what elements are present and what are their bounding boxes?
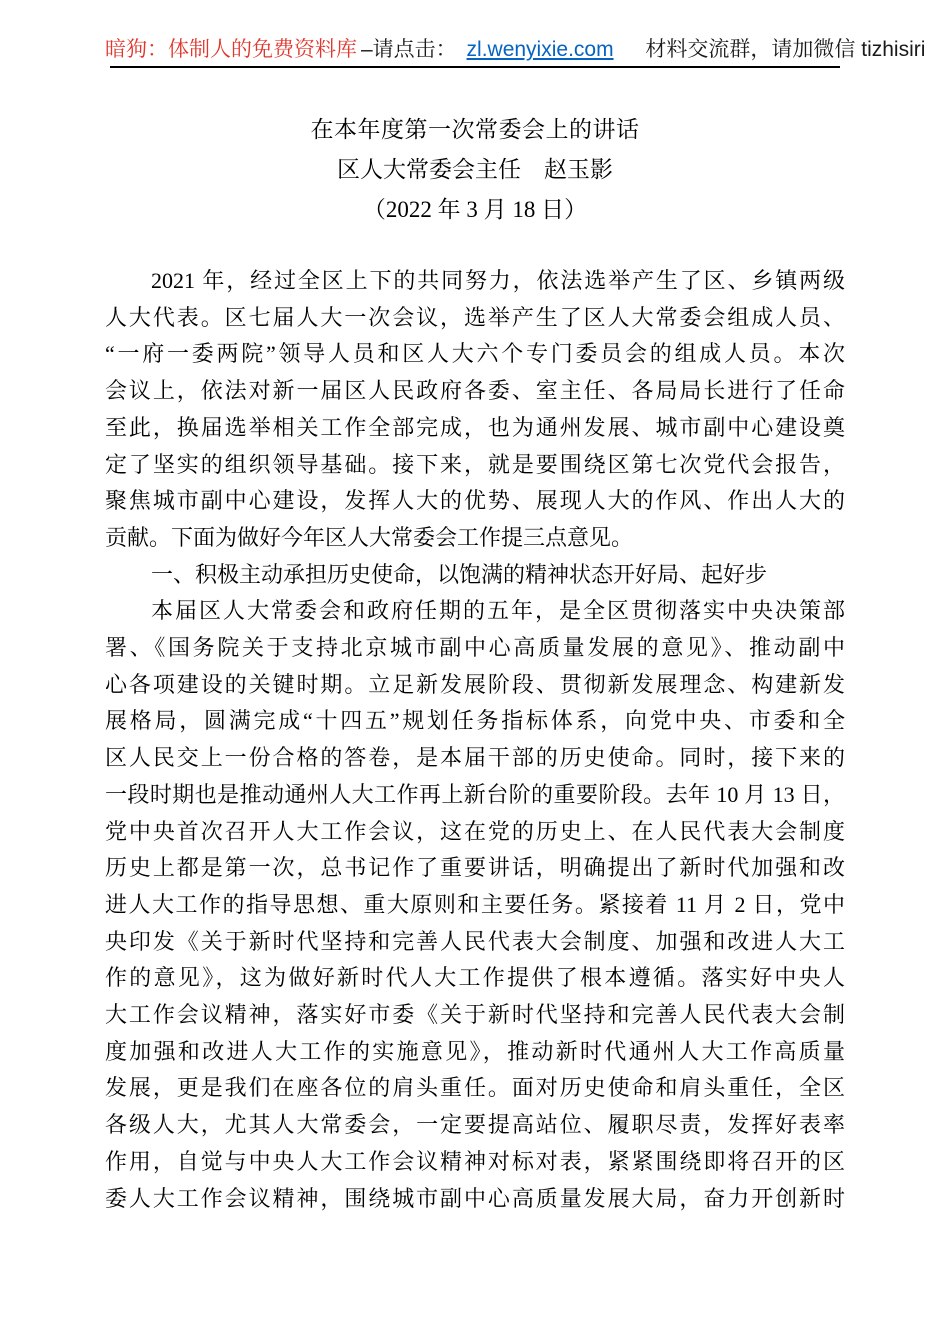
text-line: 发展，更是我们在座各位的肩头重任。面对历史使命和肩头重任，全区 [105,1075,845,1101]
text-line: 一、积极主动承担历史使命，以饱满的精神状态开好局、起好步 [151,561,768,587]
title-block [105,110,845,230]
text-line: 至此，换届选举相关工作全部完成，也为通州发展、城市副中心建设奠 [105,414,845,440]
text-line: 历史上都是第一次，总书记作了重要讲话，明确提出了新时代加强和改 [105,855,845,881]
text-line: 央印发《关于新时代坚持和完善人民代表大会制度、加强和改进人大工 [105,928,845,954]
promo-click-label: –请点击： [361,38,457,61]
resource-link[interactable]: zl.wenyixie.com [466,38,614,61]
text-line: 大工作会议精神，落实好市委《关于新时代坚持和完善人民代表大会制 [105,1002,845,1028]
header-banner [105,36,926,64]
promo-right-text: 材料交流群，请加微信 tizhisiri [645,38,926,61]
text-line: 作用，自觉与中央人大工作会议精神对标对表，紧紧围绕即将召开的区 [105,1148,845,1174]
document-body [105,263,845,1217]
section-heading [105,557,845,594]
promo-text-red: 暗狗：体制人的免费资料库 [105,38,357,61]
text-line: 聚焦城市副中心建设，发挥人大的优势、展现人大的作风、作出人大的 [105,488,845,514]
header-divider [110,66,840,68]
paragraph [105,593,845,1217]
text-line: 作的意见》，这为做好新时代人大工作提供了根本遵循。落实好中央人 [105,965,845,991]
text-line: 本届区人大常委会和政府任期的五年，是全区贯彻落实中央决策部 [151,598,845,624]
text-line: 党中央首次召开人大工作会议，这在党的历史上、在人民代表大会制度 [105,818,845,844]
text-line: 贡献。下面为做好今年区人大常委会工作提三点意见。 [105,524,634,550]
text-line: 一段时期也是推动通州人大工作再上新台阶的重要阶段。去年 10 月 13 日， [105,781,845,807]
text-line: “一府一委两院”领导人员和区人大六个专门委员会的组成人员。本次 [105,341,845,367]
text-line: 心各项建设的关键时期。立足新发展阶段、贯彻新发展理念、构建新发 [105,671,845,697]
text-line: 各级人大，尤其人大常委会，一定要提高站位、履职尽责，发挥好表率 [105,1112,845,1138]
text-line: 区人民交上一份合格的答卷，是本届干部的历史使命。同时，接下来的 [105,745,845,771]
page-title: 在本年度第一次常委会上的讲话 [310,117,640,142]
text-line: 展格局，圆满完成“十四五”规划任务指标体系，向党中央、市委和全 [105,708,845,734]
author-line: 区人大常委会主任 赵玉影 [337,157,613,182]
text-line: 会议上，依法对新一届区人民政府各委、室主任、各局局长进行了任命 [105,378,845,404]
text-line: 定了坚实的组织领导基础。接下来，就是要围绕区第七次党代会报告， [105,451,845,477]
text-line: 进人大工作的指导思想、重大原则和主要任务。紧接着 11 月 2 日，党中 [105,891,845,917]
text-line: 度加强和改进人大工作的实施意见》，推动新时代通州人大工作高质量 [105,1038,845,1064]
text-line: 署、《国务院关于支持北京城市副中心高质量发展的意见》、推动副中 [105,635,845,661]
date-line: （2022 年 3 月 18 日） [362,197,588,222]
paragraph [105,263,845,557]
text-line: 2021 年，经过全区上下的共同努力，依法选举产生了区、乡镇两级 [151,268,845,293]
text-line: 人大代表。区七届人大一次会议，选举产生了区人大常委会组成人员、 [105,304,845,330]
text-line: 委人大工作会议精神，围绕城市副中心高质量发展大局，奋力开创新时 [105,1185,845,1211]
